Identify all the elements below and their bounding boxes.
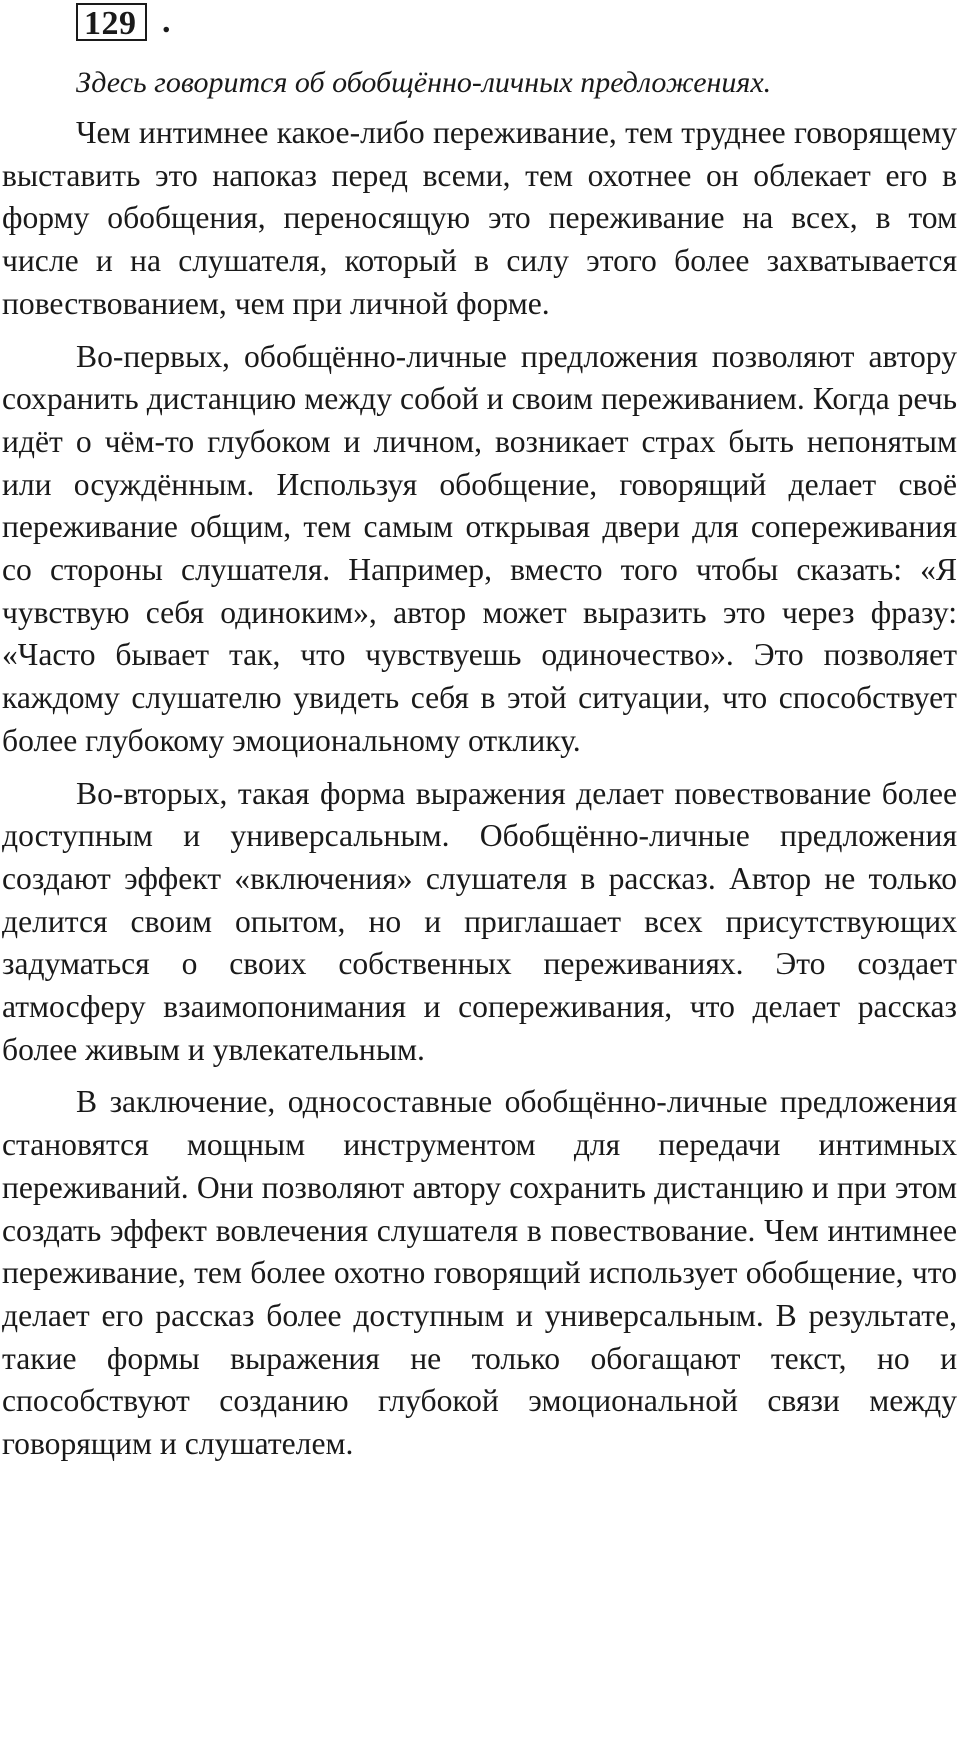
paragraph-2: Во-первых, обобщённо-личные предложения позволяют автору сохранить дистанцию между собой и своим переживанием. Когда речь идёт о чём-то глубоком и личном, возникает страх быть непонятым или осуждённым. Используя обобщение, говорящий делает своё переживание общим, тем самым открывая двери для сопереживания со стороны слушателя. Например, вместо того чтобы сказать: «Я чувствую себя одиноким», автор может выразить это через фразу: «Часто бывает так, что чувствуешь одиночество». Это позволяет каждому слушателю увидеть себя в этой ситуации, что способствует более глубокому эмоциональному отклику.	[2, 338, 957, 758]
exercise-number-box: 129	[76, 3, 147, 41]
exercise-subtitle: Здесь говорится об обобщённо-личных предложениях.	[76, 66, 772, 99]
paragraph-4: В заключение, односоставные обобщённо-личные предложения становятся мощным инструментом для передачи интимных переживаний. Они позволяют автору сохранить дистанцию и при этом создать эффект вовлечения слушателя в повествование. Чем интимнее переживание, тем более охотно говорящий использует обобщение, что делает его рассказ более доступным и универсальным. В результате, такие формы выражения не только обогащают текст, но и способствуют созданию глубокой эмоциональной связи между говорящим и слушателем.	[2, 1084, 957, 1462]
body-text	[2, 112, 957, 1476]
paragraph-3: Во-вторых, такая форма выражения делает повествование более доступным и универсальным. Обобщённо-личные предложения создают эффект «включения» слушателя в рассказ. Автор не только делится своим опытом, но и приглашает всех присутствующих задуматься о своих собственных переживаниях. Это создает атмосферу взаимопонимания и сопереживания, что делает рассказ более живым и увлекательным.	[2, 775, 957, 1067]
exercise-number-dot: .	[162, 3, 171, 40]
paragraph-1: Чем интимнее какое-либо переживание, тем труднее говорящему выставить это напоказ перед всеми, тем охотнее он облекает его в форму обобщения, переносящую это переживание на всех, в том числе и на слушателя, который в силу этого более захватывается повествованием, чем при личной форме.	[2, 115, 957, 321]
